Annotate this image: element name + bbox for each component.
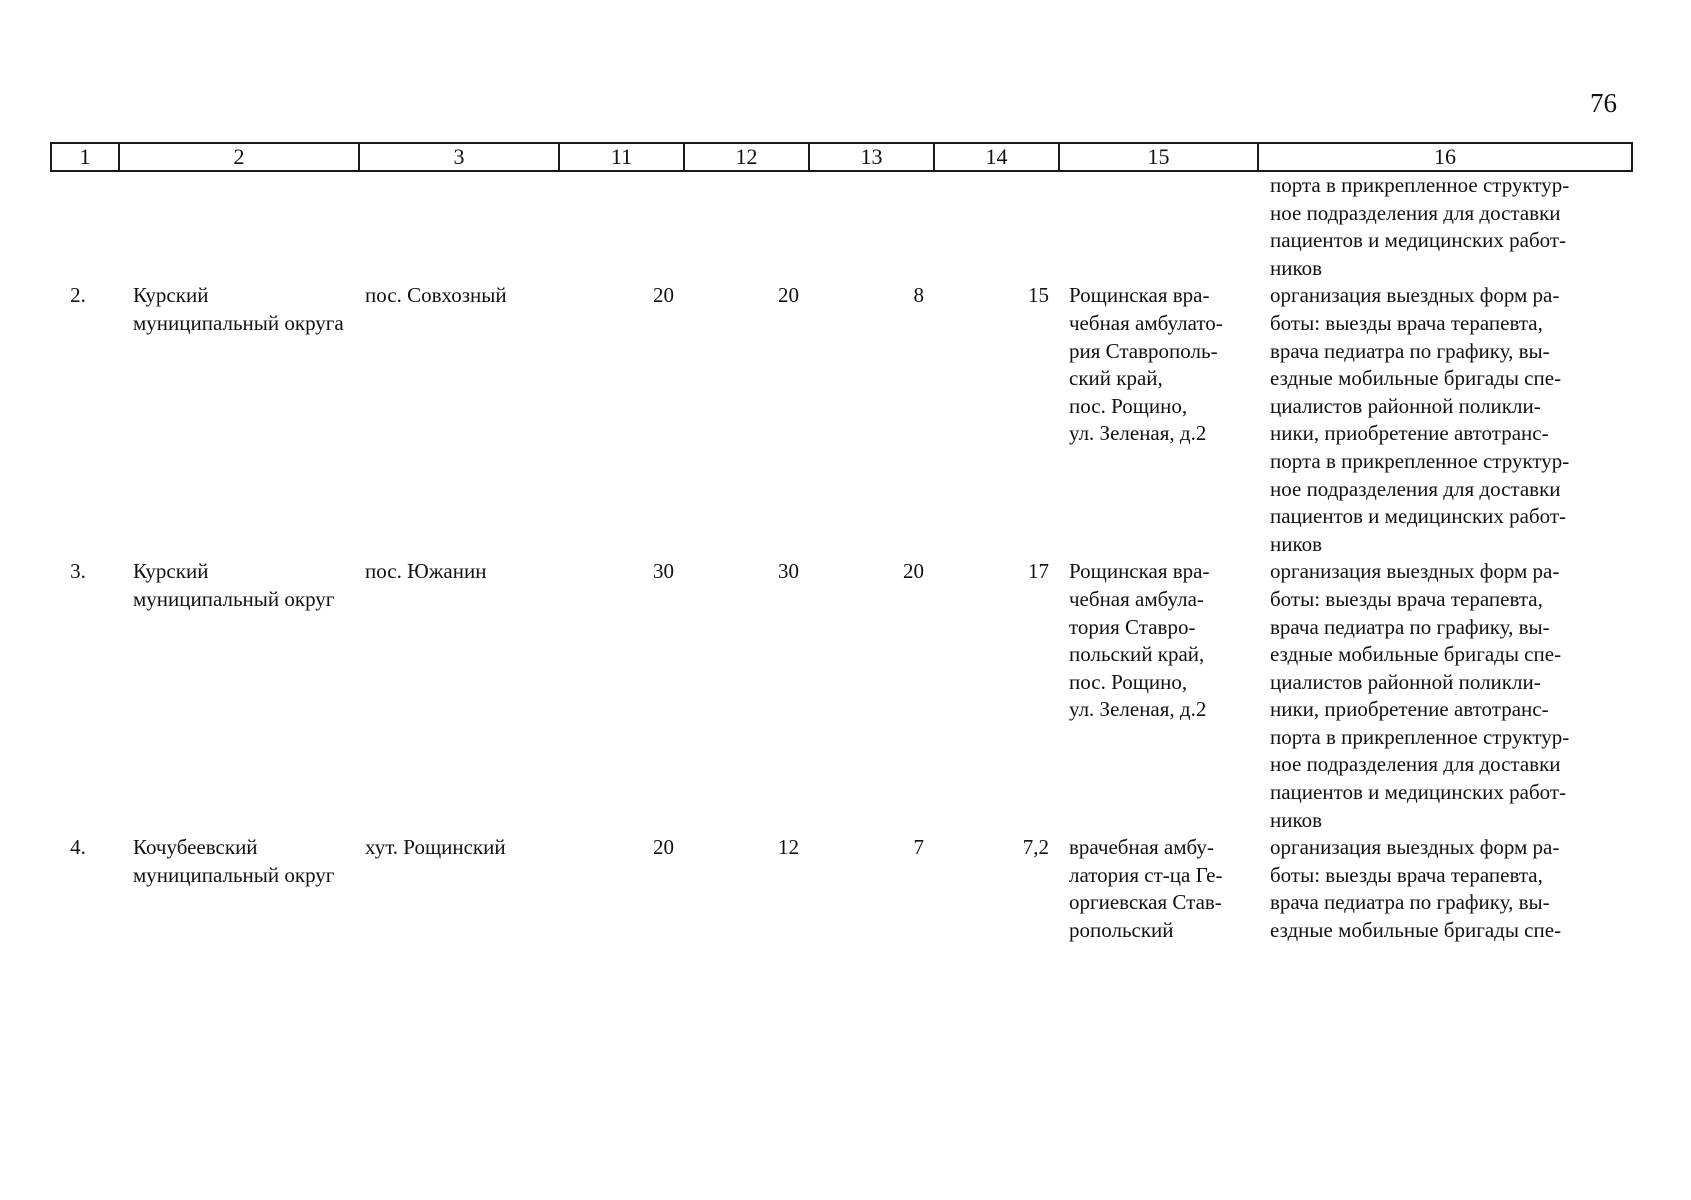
measures-line: ников [1270,531,1323,556]
measures-line: ездные мобильные бригады спе- [1270,642,1562,667]
measures-line: циалистов районной поликли- [1270,393,1541,418]
settlement-cell: хут. Рощинский [365,835,506,860]
measures-line: ников [1270,255,1323,280]
row-number: 2. [70,283,86,308]
col-11-cell: 20 [653,835,674,860]
facility-line: латория ст-ца Ге- [1069,862,1223,887]
measures-line: порта в прикрепленное структур- [1270,448,1570,473]
col-14-cell: 17 [1028,559,1049,584]
table-row [51,558,1632,834]
measures-line: врача педиатра по графику, вы- [1270,614,1550,639]
measures-line: ники, приобретение автотранс- [1270,697,1549,722]
facility-line: Рощинская вра- [1069,559,1210,584]
facility-line: рия Ставрополь- [1069,338,1218,363]
measures-line: ное подразделения для доставки [1270,200,1561,225]
header-cell-1: 1 [51,143,119,171]
settlement-cell: пос. Южанин [365,559,487,584]
measures-line: ники, приобретение автотранс- [1270,421,1549,446]
col-12-cell: 12 [778,835,799,860]
facility-line: чебная амбула- [1069,586,1204,611]
measures-line: пациентов и медицинских работ- [1270,504,1567,529]
measures-line: порта в прикрепленное структур- [1270,724,1570,749]
measures-line: боты: выезды врача терапевта, [1270,310,1543,335]
district-cell: Кочубеевский муниципальный округ [133,835,335,887]
data-table [50,142,1633,945]
col-11-cell: 30 [653,559,674,584]
measures-line: ное подразделения для доставки [1270,752,1561,777]
facility-cell [1059,282,1258,558]
page-number: 76 [1590,88,1617,118]
measures-cell [1258,282,1632,558]
measures-line: циалистов районной поликли- [1270,669,1541,694]
facility-cell [1059,834,1258,944]
measures-line: ников [1270,807,1323,832]
facility-line: пос. Рощино, [1069,669,1188,694]
measures-line: пациентов и медицинских работ- [1270,228,1567,253]
table-row [51,834,1632,944]
header-cell-15: 15 [1059,143,1258,171]
measures-line: ное подразделения для доставки [1270,476,1561,501]
facility-cell [1059,558,1258,834]
measures-line: организация выездных форм ра- [1270,835,1560,860]
measures-line: врача педиатра по графику, вы- [1270,338,1550,363]
header-cell-12: 12 [684,143,809,171]
facility-line: чебная амбулато- [1069,310,1223,335]
measures-cell [1258,834,1632,944]
measures-line: пациентов и медицинских работ- [1270,780,1567,805]
header-cell-13: 13 [809,143,934,171]
col-14-cell: 7,2 [1022,835,1049,860]
header-cell-3: 3 [359,143,559,171]
measures-line: организация выездных форм ра- [1270,283,1560,308]
header-row [51,143,1632,171]
facility-line: ский край, [1069,366,1163,391]
measures-line: боты: выезды врача терапевта, [1270,862,1543,887]
facility-line: оргиевская Став- [1069,890,1222,915]
facility-line: польский край, [1069,642,1205,667]
col-11-cell: 20 [653,283,674,308]
measures-line: врача педиатра по графику, вы- [1270,890,1550,915]
table-row [51,282,1632,558]
facility-line: ул. Зеленая, д.2 [1069,421,1207,446]
measures-line: порта в прикрепленное структур- [1270,173,1570,197]
facility-line: пос. Рощино, [1069,393,1188,418]
measures-line: ездные мобильные бригады спе- [1270,918,1562,943]
continuation-measures [1258,171,1632,282]
row-number: 3. [70,559,86,584]
row-number: 4. [70,835,86,860]
measures-cell [1258,558,1632,834]
col-13-cell: 8 [913,283,924,308]
measures-line: ездные мобильные бригады спе- [1270,366,1562,391]
facility-line: врачебная амбу- [1069,835,1214,860]
measures-line: боты: выезды врача терапевта, [1270,586,1543,611]
continuation-row [51,171,1632,282]
header-cell-11: 11 [559,143,684,171]
settlement-cell: пос. Совхозный [365,283,507,308]
facility-line: ул. Зеленая, д.2 [1069,697,1207,722]
header-cell-16: 16 [1258,143,1632,171]
col-12-cell: 20 [778,283,799,308]
district-cell: Курский муниципальный округа [133,283,344,335]
district-cell: Курский муниципальный округ [133,559,335,611]
facility-line: тория Ставро- [1069,614,1196,639]
facility-line: Рощинская вра- [1069,283,1210,308]
header-cell-14: 14 [934,143,1059,171]
col-13-cell: 7 [913,835,924,860]
col-13-cell: 20 [903,559,924,584]
facility-line: ропольский [1069,918,1174,943]
col-14-cell: 15 [1028,283,1049,308]
measures-line: организация выездных форм ра- [1270,559,1560,584]
col-12-cell: 30 [778,559,799,584]
header-cell-2: 2 [119,143,359,171]
